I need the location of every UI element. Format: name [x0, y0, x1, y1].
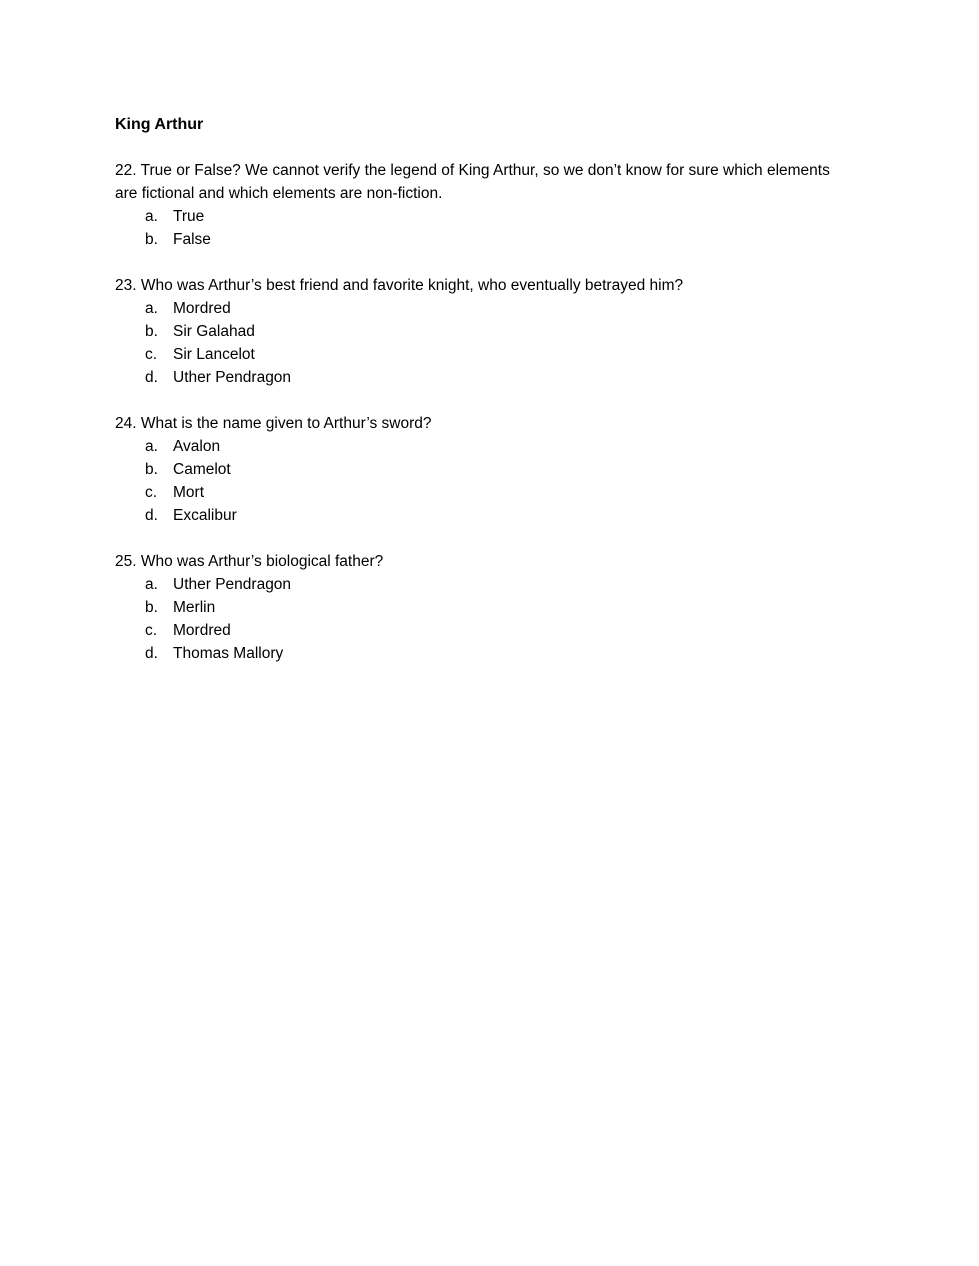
option-letter: a. — [145, 300, 158, 317]
question-number: 25. — [115, 553, 137, 570]
question-block-24 — [115, 412, 856, 527]
option-label: Uther Pendragon — [173, 369, 292, 386]
option-item — [115, 366, 856, 389]
options-list — [115, 297, 856, 389]
option-letter: a. — [145, 208, 158, 225]
option-label: Mordred — [173, 622, 231, 639]
question-text — [115, 412, 856, 435]
option-item — [115, 205, 856, 228]
question-body: True or False? We cannot verify the legend of King Arthur, so we don’t know for sure which elements are fictional and which elements are non-fiction. — [115, 162, 830, 202]
question-block-23 — [115, 274, 856, 389]
option-label: Merlin — [173, 599, 216, 616]
option-label: Uther Pendragon — [173, 576, 292, 593]
option-letter: a. — [145, 438, 158, 455]
option-letter: b. — [145, 461, 158, 478]
question-text — [115, 159, 856, 205]
option-letter: b. — [145, 231, 158, 248]
option-label: Sir Galahad — [173, 323, 255, 340]
option-letter: b. — [145, 599, 158, 616]
option-label: Mort — [173, 484, 204, 501]
option-letter: d. — [145, 507, 158, 524]
question-number: 22. — [115, 162, 137, 179]
option-item — [115, 573, 856, 596]
option-item — [115, 596, 856, 619]
options-list — [115, 205, 856, 251]
option-label: Thomas Mallory — [173, 645, 284, 662]
option-label: Excalibur — [173, 507, 237, 524]
option-label: Sir Lancelot — [173, 346, 255, 363]
option-letter: a. — [145, 576, 158, 593]
question-number: 23. — [115, 277, 137, 294]
option-item — [115, 435, 856, 458]
document-content — [115, 113, 856, 665]
option-item — [115, 619, 856, 642]
document-title: King Arthur — [115, 116, 204, 133]
question-body: Who was Arthur’s biological father? — [140, 553, 384, 570]
option-letter: c. — [145, 484, 158, 501]
question-text — [115, 550, 856, 573]
option-item — [115, 481, 856, 504]
option-item — [115, 297, 856, 320]
option-item — [115, 320, 856, 343]
option-label: True — [173, 208, 205, 225]
option-label: Camelot — [173, 461, 231, 478]
option-letter: c. — [145, 346, 158, 363]
question-block-22 — [115, 159, 856, 251]
option-item — [115, 458, 856, 481]
question-text — [115, 274, 856, 297]
option-letter: b. — [145, 323, 158, 340]
options-list — [115, 573, 856, 665]
question-body: What is the name given to Arthur’s sword? — [140, 415, 432, 432]
option-letter: d. — [145, 369, 158, 386]
question-block-25 — [115, 550, 856, 665]
options-list — [115, 435, 856, 527]
option-letter: c. — [145, 622, 158, 639]
option-label: Mordred — [173, 300, 231, 317]
option-item — [115, 343, 856, 366]
question-body: Who was Arthur’s best friend and favorite knight, who eventually betrayed him? — [140, 277, 684, 294]
option-item — [115, 642, 856, 665]
option-letter: d. — [145, 645, 158, 662]
option-label: False — [173, 231, 211, 248]
option-item — [115, 504, 856, 527]
option-item — [115, 228, 856, 251]
option-label: Avalon — [173, 438, 221, 455]
question-number: 24. — [115, 415, 137, 432]
